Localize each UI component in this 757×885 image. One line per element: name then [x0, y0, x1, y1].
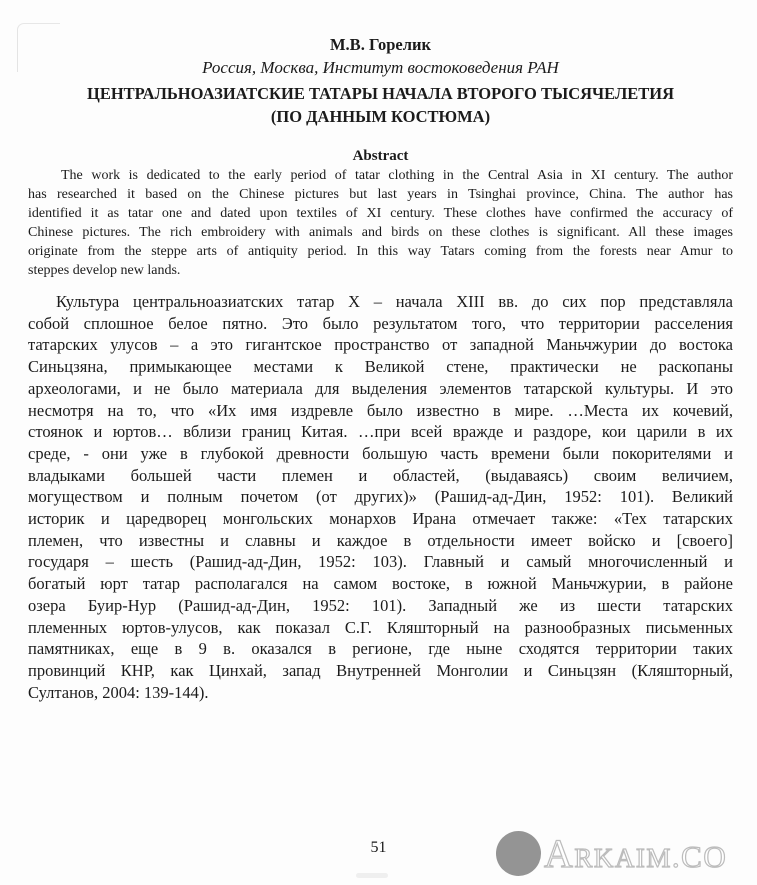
text-line: озера Буир-Нур (Рашид-ад-Дин, 1952: 101). Западный же из шести татарских	[28, 595, 733, 615]
watermark-initial-letter: A	[544, 830, 575, 876]
text-line: археологами, и не было материала для выделения элементов татарской культуры. И это	[28, 378, 733, 398]
body-paragraph	[28, 291, 733, 703]
text-line: identified it as tatar one and dated upon textiles of XI century. These clothes have confirmed the accuracy of	[28, 206, 733, 221]
watermark-suffix-letters: .CO	[671, 838, 728, 874]
text-line: племен, что известны и славны и каждое в отдельности имеет войско и [своего]	[28, 530, 733, 550]
text-line: среде, - они уже в глубокой древности большую часть времени были покорителями и	[28, 443, 733, 463]
scan-smudge-artifact	[356, 873, 388, 878]
paper-title-line-2: (ПО ДАННЫМ КОСТЮМА)	[270, 107, 491, 126]
watermark-circle-icon	[496, 831, 541, 876]
text-line: историк и царедворец монгольских монархов Ирана отмечает также: «Тех татарских	[28, 509, 733, 529]
text-line: Султанов, 2004: 139-144).	[28, 682, 209, 702]
abstract-paragraph	[28, 166, 733, 280]
text-line: The work is dedicated to the early period of tatar clothing in the Central Asia in XI century. The author	[61, 168, 733, 183]
arkaim-watermark	[496, 831, 727, 876]
text-line: государя – шесть (Рашид-ад-Дин, 1952: 103). Главный и самый многочисленный и	[28, 552, 733, 572]
watermark-middle-letters: RKAIM	[574, 842, 672, 873]
author-name: М.В. Горелик	[329, 35, 432, 54]
text-line: могуществом и полным почетом (от других)» (Рашид-ад-Дин, 1952: 101). Великий	[28, 487, 733, 507]
watermark-text	[544, 830, 728, 876]
text-line: has researched it based on the Chinese pictures but last years in Tsinghai province, China. The author has	[28, 187, 733, 202]
text-line: племенных юртов-улусов, как показал С.Г. Кляшторный на разнообразных письменных	[28, 617, 733, 637]
text-line: владыками большей части племен и областей, (выдаваясь) своим величием,	[28, 465, 733, 485]
text-line: татарских улусов – а это гигантское пространство от западной Маньчжурии до востока	[28, 335, 733, 355]
paper-title-line-1: ЦЕНТРАЛЬНОАЗИАТСКИЕ ТАТАРЫ НАЧАЛА ВТОРОГО ТЫСЯЧЕЛЕТИЯ	[87, 84, 674, 103]
text-line: собой сплошное белое пятно. Это было результатом того, что территории расселения	[28, 313, 733, 333]
text-line: Культура центральноазиатских татар X – начала XIII вв. до сих пор представляла	[56, 292, 733, 311]
abstract-heading: Abstract	[352, 148, 409, 164]
scan-edge-artifact	[17, 23, 60, 72]
text-line: стоянок и юртов… вблизи границ Китая. …при всей вражде и раздоре, кои царили в их	[28, 422, 733, 442]
text-line: провинций КНР, как Цинхай, запад Внутренней Монголии и Синьцзян (Кляшторный,	[28, 660, 733, 680]
text-line: несмотря на то, что «Их имя издревле было известно в мире. …Места их кочевий,	[28, 400, 733, 420]
text-line: памятниках, еще в 9 в. оказался в регионе, где ныне сходятся территории таких	[28, 639, 733, 659]
text-line: steppes develop new lands.	[28, 263, 181, 278]
page-number: 51	[370, 839, 387, 856]
text-line: богатый юрт татар располагался на самом востоке, в южной Маньчжурии, в районе	[28, 574, 733, 594]
text-line: Синьцзяна, примыкающее местами к Великой стене, практически не раскопаны	[28, 357, 733, 377]
text-line: Chinese pictures. The rich embroidery with animals and birds on these clothes is significant. All these images	[28, 225, 733, 240]
author-affiliation: Россия, Москва, Институт востоковедения РАН	[202, 58, 559, 77]
text-line: originate from the steppe arts of antiquity period. In this way Tatars coming from the forests near Amur to	[28, 244, 733, 259]
